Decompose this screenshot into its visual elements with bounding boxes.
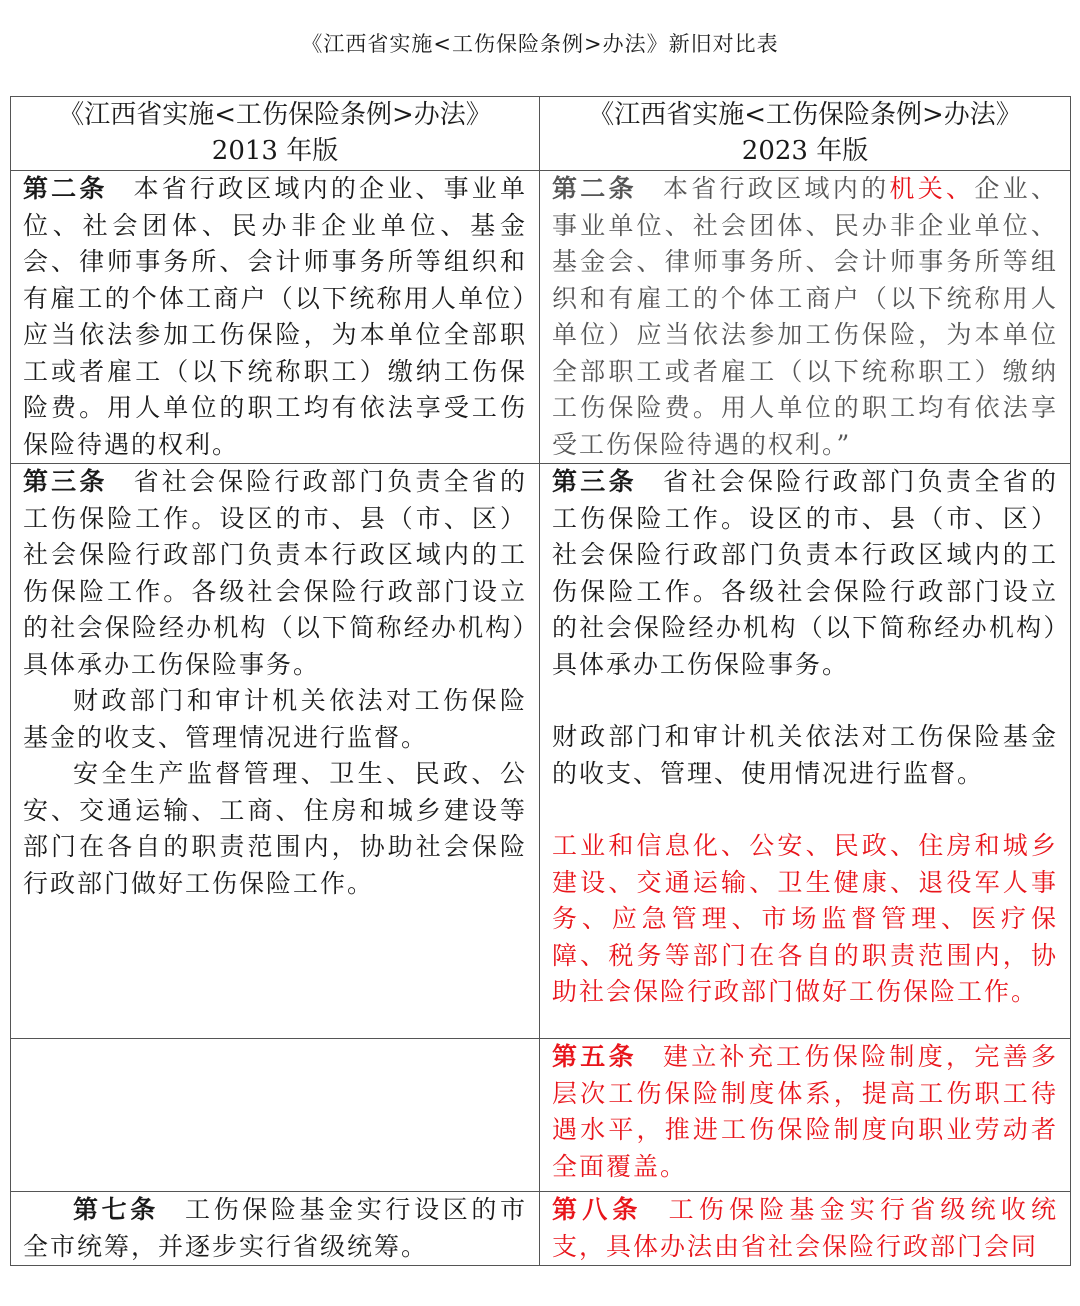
article-text: 工伤保险基金实行省级统收统支，具体办法由省社会保险行政部门会同 (552, 1195, 1058, 1261)
table-row (11, 171, 1071, 464)
old-cell-empty (11, 1039, 540, 1192)
new-cell (540, 1192, 1071, 1266)
document-title: 《江西省实施<工伤保险条例>办法》新旧对比表 (301, 32, 779, 56)
column-header-2023 (540, 97, 1071, 171)
article-text: 本省行政区域内的企业、事业单位、社会团体、民办非企业单位、基金会、律师事务所、会计师事务所等组织和有雇工的个体工商户（以下统称用人单位）应当依法参加工伤保险，为本单位全部职工或者雇工（以下统称职工）缴纳工伤保险费。用人单位的职工均有依法享受工伤保险待遇的权利。 (23, 174, 527, 459)
article-number: 第三条 (23, 467, 108, 496)
new-cell (540, 171, 1071, 464)
article-paragraph: 安全生产监督管理、卫生、民政、公安、交通运输、工商、住房和城乡建设等部门在各自的职责范围内，协助社会保险行政部门做好工伤保险工作。 (23, 759, 527, 898)
article-number: 第七条 (73, 1195, 159, 1224)
column-title: 《江西省实施<工伤保险条例>办法》 (588, 100, 1022, 130)
article-number: 第二条 (23, 174, 108, 203)
table-row (11, 1192, 1071, 1266)
article-number: 第二条 (552, 174, 637, 203)
table-row (11, 464, 1071, 1039)
article-text: 省社会保险行政部门负责全省的工伤保险工作。设区的市、县（市、区）社会保险行政部门负责本行政区域内的工伤保险工作。各级社会保险行政部门设立的社会保险经办机构（以下简称经办机构）具体承办工伤保险事务。 (23, 467, 527, 679)
added-paragraph: 工业和信息化、公安、民政、住房和城乡建设、交通运输、卫生健康、退役军人事务、应急管理、市场监督管理、医疗保障、税务等部门在各自的职责范围内，协助社会保险行政部门做好工伤保险工作。 (552, 831, 1058, 1006)
article-number: 第三条 (552, 467, 637, 496)
comparison-table (10, 96, 1071, 1266)
new-cell (540, 1039, 1071, 1192)
old-cell (11, 464, 540, 1039)
column-version: 2013 年版 (211, 136, 339, 166)
article-text: 建立补充工伤保险制度，完善多层次工伤保险制度体系，提高工伤职工待遇水平，推进工伤保险制度向职业劳动者全面覆盖。 (552, 1042, 1058, 1181)
article-paragraph: 财政部门和审计机关依法对工伤保险基金的收支、管理情况进行监督。 (23, 686, 527, 752)
article-text: 省社会保险行政部门负责全省的工伤保险工作。设区的市、县（市、区）社会保险行政部门负责本行政区域内的工伤保险工作。各级社会保险行政部门设立的社会保险经办机构（以下简称经办机构）具体承办工伤保险事务。 (552, 467, 1058, 679)
old-cell (11, 1192, 540, 1266)
column-version: 2023 年版 (741, 136, 869, 166)
article-text: 工伤保险基金实行设区的市全市统筹，并逐步实行省级统筹。 (23, 1195, 527, 1261)
article-number: 第八条 (552, 1195, 643, 1224)
table-header-row (11, 97, 1071, 171)
added-text: 机关、 (889, 174, 975, 203)
article-paragraph: 财政部门和审计机关依法对工伤保险基金的收支、管理、使用情况进行监督。 (552, 722, 1058, 788)
new-cell (540, 464, 1071, 1039)
article-text: 本省行政区域内的 (662, 174, 890, 203)
article-text: 企业、事业单位、社会团体、民办非企业单位、基金会、律师事务所、会计师事务所等组织和有雇工的个体工商户（以下统称用人单位）应当依法参加工伤保险，为本单位全部职工或者雇工（以下统称职工）缴纳工伤保险费。用人单位的职工均有依法享受工伤保险待遇的权利。” (552, 174, 1058, 459)
table-row (11, 1039, 1071, 1192)
column-title: 《江西省实施<工伤保险条例>办法》 (58, 100, 492, 130)
column-header-2013 (11, 97, 540, 171)
old-cell (11, 171, 540, 464)
article-number: 第五条 (552, 1042, 637, 1071)
